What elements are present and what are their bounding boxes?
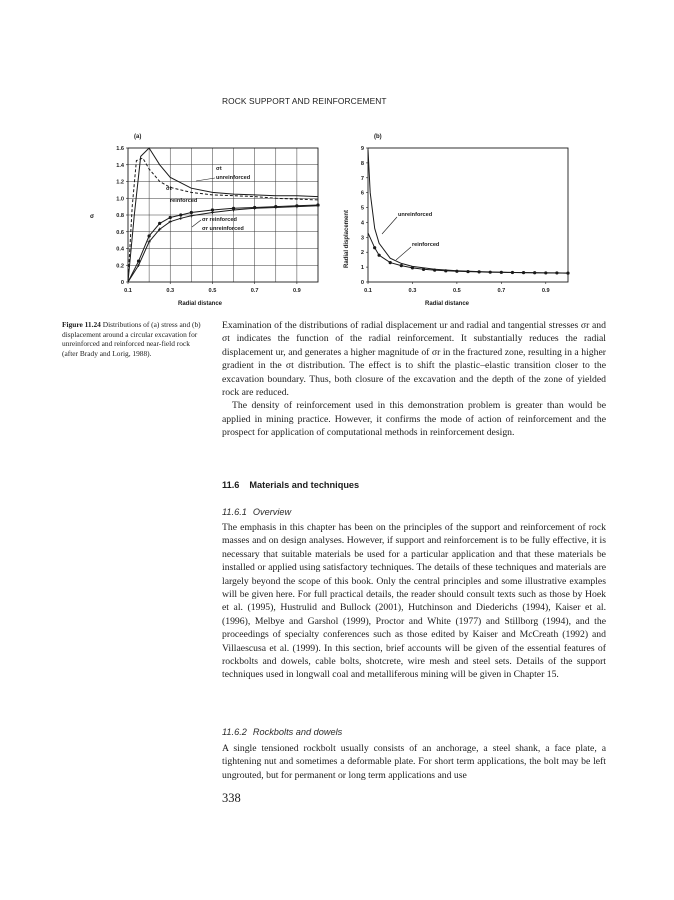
data-point bbox=[389, 261, 392, 264]
data-point bbox=[158, 222, 161, 225]
data-point bbox=[148, 234, 151, 237]
annotations-b bbox=[382, 212, 440, 260]
y-tick-label: 0 bbox=[120, 280, 124, 286]
data-point bbox=[211, 211, 214, 214]
ann-sigma-r-unreinforced: σr unreinforced bbox=[202, 226, 244, 232]
gridlines-a bbox=[128, 148, 318, 282]
data-point bbox=[444, 269, 447, 272]
data-point bbox=[455, 270, 458, 273]
panel-label-a: (a) bbox=[134, 134, 142, 140]
running-head: ROCK SUPPORT AND REINFORCEMENT bbox=[222, 96, 387, 106]
data-point bbox=[411, 266, 414, 269]
data-point bbox=[190, 211, 193, 214]
x-axis-label-a: Radial distance bbox=[178, 301, 223, 307]
y-tick-label: 1.2 bbox=[116, 179, 124, 186]
y-tick-label: 1 bbox=[360, 265, 364, 272]
data-point bbox=[489, 271, 492, 274]
data-point bbox=[179, 217, 182, 220]
subsection-number: 11.6.2 bbox=[222, 727, 247, 737]
data-point bbox=[544, 271, 547, 274]
data-point bbox=[179, 213, 182, 216]
y-tick-label: 4 bbox=[360, 220, 364, 227]
x-axis-label-b: Radial distance bbox=[425, 301, 470, 307]
y-tick-label: 1.6 bbox=[116, 146, 124, 152]
caption-text: Distributions of (a) stress and (b) displacement around a circular excavation for unreinforced and reinforced near-field rock (after Brady and Lorig, 1988). bbox=[62, 320, 201, 359]
y-tick-label: 0.2 bbox=[116, 263, 124, 270]
ann-reinforced-b: reinforced bbox=[412, 242, 440, 248]
data-point bbox=[522, 271, 525, 274]
page-number: 338 bbox=[222, 791, 241, 805]
y-tick-label: 7 bbox=[360, 175, 364, 182]
panel-label-b: (b) bbox=[374, 134, 382, 140]
paragraph-2: The density of reinforcement used in this demonstration problem is greater than would be applied in mining practice. However, it confirms the mode of action of reinforcement and the prospect for application of computational methods in reinforcement design. bbox=[222, 400, 606, 439]
pointer-unreinforced bbox=[196, 178, 215, 181]
caption-label: Figure 11.24 bbox=[62, 320, 101, 329]
subsection-overview bbox=[222, 507, 291, 517]
body-top bbox=[222, 319, 606, 440]
subsection-title: Rockbolts and dowels bbox=[252, 727, 343, 737]
data-point bbox=[373, 246, 376, 249]
section-title: Materials and techniques bbox=[249, 480, 360, 490]
x-tick-label: 0.1 bbox=[364, 288, 372, 294]
x-ticks-a bbox=[124, 282, 301, 294]
ann-unreinforced-b: unreinforced bbox=[398, 212, 433, 218]
paragraph-1: Examination of the distributions of radial displacement ur and radial and tangential stresses σr and σt indicates the function of the radial reinforcement. It substantially reduces the radial displacement ur, and generates a higher magnitude of σr in the fractured zone, resulting in a higher gradient in the σt distribution. The effect is to shift the plastic–elastic transition closer to the excavation boundary. Thus, both closure of the excavation and the depth of the zone of yielded rock are reduced. bbox=[222, 320, 606, 399]
data-point bbox=[478, 270, 481, 273]
figure-11-24 bbox=[88, 128, 588, 310]
y-ticks-b bbox=[361, 146, 368, 286]
y-tick-label: 0.8 bbox=[116, 213, 124, 219]
x-tick-label: 0.7 bbox=[497, 288, 506, 294]
stress-chart bbox=[88, 128, 328, 310]
displacement-chart bbox=[340, 128, 580, 310]
ann-sigma-theta-top: σt bbox=[216, 166, 222, 172]
x-tick-label: 0.3 bbox=[408, 288, 417, 294]
y-axis-label-b: Radial displacement bbox=[344, 209, 350, 268]
y-tick-label: 8 bbox=[360, 160, 364, 167]
ann-reinforced-top: reinforced bbox=[170, 198, 198, 204]
y-tick-label: 0 bbox=[360, 280, 364, 286]
y-tick-label: 6 bbox=[360, 190, 364, 197]
data-point bbox=[533, 271, 536, 274]
ann-sigma-theta-mid: σt bbox=[166, 186, 172, 192]
x-tick-label: 0.9 bbox=[541, 288, 550, 294]
x-tick-label: 0.5 bbox=[452, 288, 461, 294]
data-point bbox=[500, 271, 503, 274]
y-tick-label: 1.0 bbox=[116, 196, 124, 203]
x-tick-label: 0.7 bbox=[250, 288, 259, 294]
y-tick-label: 9 bbox=[360, 146, 364, 152]
annotations-a bbox=[166, 166, 251, 232]
y-tick-label: 5 bbox=[360, 205, 364, 212]
y-tick-label: 2 bbox=[360, 250, 364, 257]
paragraph-4: A single tensioned rockbolt usually consists of an anchorage, a steel shank, a face plate, a tightening nut and sometimes a deformable plate. For short term applications, the bolt may be left ungrouted, but for permanent or long term applications and use bbox=[222, 743, 606, 781]
data-point bbox=[466, 270, 469, 273]
pointer-reinforced-b bbox=[396, 247, 411, 260]
y-tick-label: 0.4 bbox=[116, 246, 124, 253]
body-overview bbox=[222, 521, 606, 682]
x-tick-label: 0.3 bbox=[166, 288, 175, 294]
subsection-rockbolts bbox=[222, 727, 342, 737]
paragraph-3: The emphasis in this chapter has been on the principles of the support and reinforcement of rock masses and on design analyses. However, if support and reinforcement is to be fully effective, it is necessary that suitable materials be used for a particular application and that these materials be installed or applied using satisfactory techniques. The details of these techniques and materials are largely beyond the scope of this book. Only the central principles and some illustrative examples will be given here. For full practical details, the reader should consult texts such as those by Hoek et al. (1995), Hustrulid and Bullock (2001), Hutchinson and Diederichs (1994), Kaiser et al. (1996), Melbye and Garshol (1999), Proctor and White (1977) and Stillborg (1994), and the proceedings of specialty conferences such as those edited by Kaiser and McCreath (1992) and Villaescusa et al. (1999). In this section, brief accounts will be given of the essential features of rockbolts and dowels, cable bolts, shotcrete, wire mesh and steel sets. Details of the support techniques used in longwall coal and metalliferous mining will be given in Chapter 15. bbox=[222, 522, 606, 681]
data-point bbox=[566, 271, 569, 274]
data-point bbox=[169, 216, 172, 219]
pointer-sigma-r bbox=[192, 220, 201, 227]
data-point bbox=[422, 268, 425, 271]
section-number: 11.6 bbox=[222, 480, 240, 490]
data-point bbox=[555, 271, 558, 274]
data-point bbox=[190, 214, 193, 217]
x-tick-label: 0.1 bbox=[124, 288, 132, 294]
y-ticks-a bbox=[116, 146, 128, 286]
pointer-unreinforced-b bbox=[382, 217, 397, 234]
x-tick-label: 0.9 bbox=[292, 288, 301, 294]
figure-caption bbox=[62, 320, 206, 359]
subsection-number: 11.6.1 bbox=[222, 507, 247, 517]
y-tick-label: 3 bbox=[360, 235, 364, 242]
ann-unreinforced-top: unreinforced bbox=[216, 175, 251, 181]
section-heading bbox=[222, 480, 359, 490]
data-point bbox=[511, 271, 514, 274]
ann-sigma-r-reinforced: σr reinforced bbox=[202, 217, 237, 223]
series-line-reinforced bbox=[368, 233, 568, 273]
y-tick-label: 1.4 bbox=[116, 162, 124, 169]
subsection-title: Overview bbox=[252, 507, 292, 517]
y-tick-label: 0.6 bbox=[116, 229, 124, 236]
data-point bbox=[433, 268, 436, 271]
data-point bbox=[378, 254, 381, 257]
data-point bbox=[400, 264, 403, 267]
y-axis-label-a: σ bbox=[90, 214, 95, 220]
x-tick-label: 0.5 bbox=[208, 288, 217, 294]
body-rockbolts bbox=[222, 742, 606, 782]
x-ticks-b bbox=[364, 282, 550, 294]
